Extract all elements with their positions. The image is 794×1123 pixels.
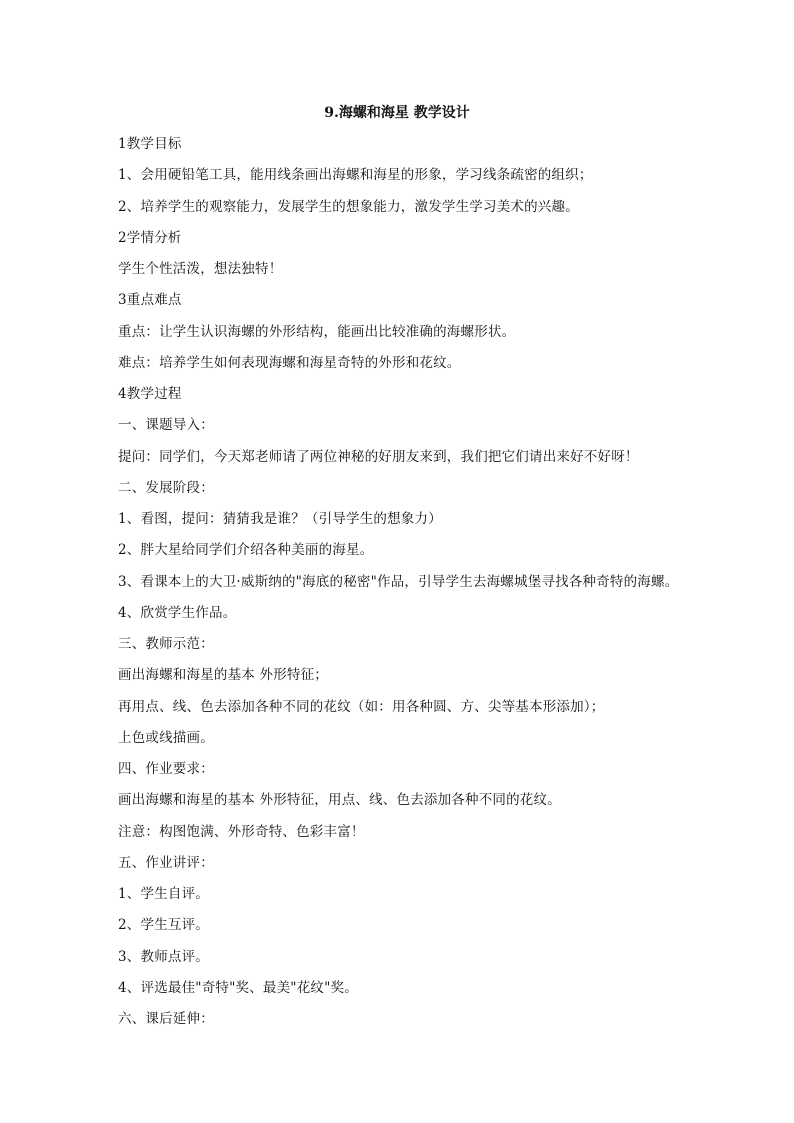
body-line: 学生个性活泼，想法独特！ bbox=[118, 261, 283, 277]
document-body bbox=[118, 134, 718, 1040]
body-line: 2、学生互评。 bbox=[118, 917, 209, 934]
body-line: 画出海螺和海星的基本 外形特征，用点、线、色去添加各种不同的花纹。 bbox=[118, 792, 561, 809]
body-line-heading-1: 1教学目标 bbox=[118, 136, 182, 152]
body-line: 画出海螺和海星的基本 外形特征； bbox=[118, 667, 328, 684]
document-title: 9.海螺和海星 教学设计 bbox=[324, 105, 470, 121]
body-line: 3、看课本上的大卫·威斯纳的"海底的秘密"作品，引导学生去海螺城堡寻找各种奇特的海螺。 bbox=[118, 573, 679, 590]
body-line: 提问：同学们，今天郑老师请了两位神秘的好朋友来到，我们把它们请出来好不好呀！ bbox=[118, 448, 639, 465]
body-line: 3、教师点评。 bbox=[118, 948, 209, 965]
body-line: 难点：培养学生如何表现海螺和海星奇特的外形和花纹。 bbox=[118, 354, 461, 371]
body-line-section: 三、教师示范： bbox=[118, 636, 214, 652]
body-line-heading-2: 2学情分析 bbox=[118, 229, 182, 246]
body-line-heading-3: 3重点难点 bbox=[118, 292, 182, 309]
body-line: 2、胖大星给同学们介绍各种美丽的海星。 bbox=[118, 542, 374, 559]
body-line-section: 四、作业要求： bbox=[118, 761, 214, 777]
body-line: 1、看图，提问：猜猜我是谁？（引导学生的想象力） bbox=[118, 511, 442, 527]
body-line: 4、欣赏学生作品。 bbox=[118, 604, 237, 621]
body-line-heading-4: 4教学过程 bbox=[118, 386, 182, 402]
body-line-section: 六、课后延伸： bbox=[118, 1011, 214, 1027]
body-line: 4、评选最佳"奇特"奖、最美"花纹"奖。 bbox=[118, 979, 358, 996]
body-line-section: 一、课题导入： bbox=[118, 417, 214, 434]
body-line: 再用点、线、色去添加各种不同的花纹（如：用各种圆、方、尖等基本形添加）； bbox=[118, 698, 605, 715]
body-line-section: 二、发展阶段： bbox=[118, 479, 214, 496]
body-line: 1、会用硬铅笔工具，能用线条画出海螺和海星的形象，学习线条疏密的组织； bbox=[118, 167, 593, 184]
body-line-section: 五、作业讲评： bbox=[118, 854, 214, 871]
body-line: 上色或线描画。 bbox=[118, 729, 214, 746]
body-line: 注意：构图饱满、外形奇特、色彩丰富！ bbox=[118, 823, 365, 840]
body-line: 2、培养学生的观察能力，发展学生的想象能力，激发学生学习美术的兴趣。 bbox=[118, 198, 579, 215]
body-line: 重点：让学生认识海螺的外形结构，能画出比较准确的海螺形状。 bbox=[118, 323, 516, 340]
body-line: 1、学生自评。 bbox=[118, 886, 209, 902]
